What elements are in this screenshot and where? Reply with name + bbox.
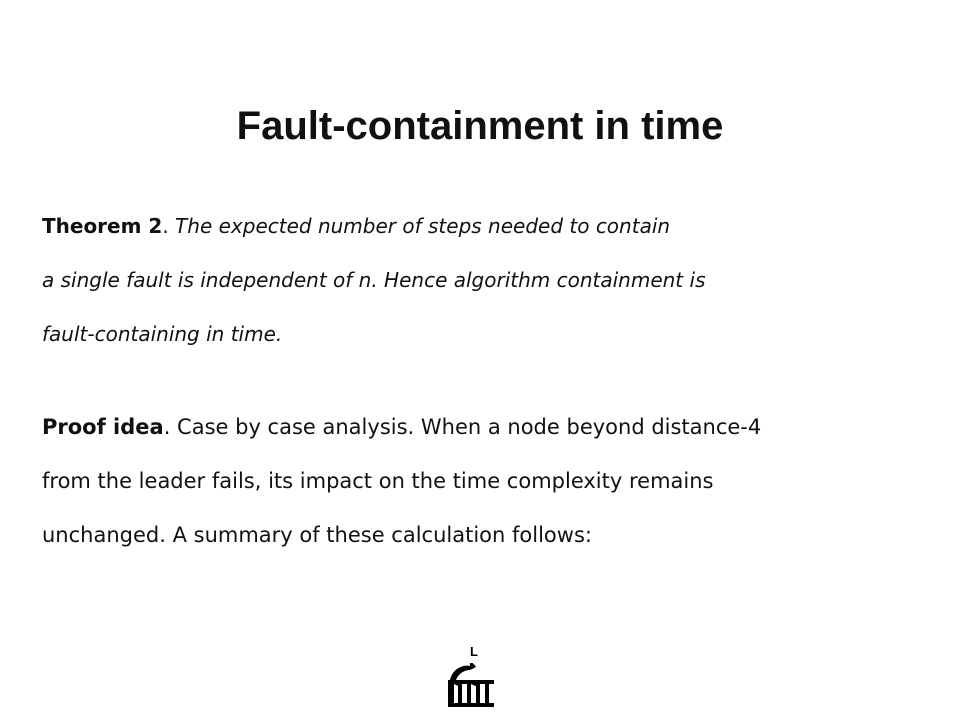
proof-label: Proof idea — [42, 415, 164, 439]
proof-text-1: . Case by case analysis. When a node beyond distance-4 — [163, 415, 762, 439]
theorem-label: Theorem 2 — [42, 214, 163, 238]
slide-title: Fault-containment in time — [236, 104, 724, 148]
theorem-text-1: The expected number of steps needed to contain — [168, 214, 671, 238]
proof-paragraph — [42, 400, 922, 562]
theorem-label-punct: . — [162, 214, 169, 238]
theorem-line-3: fault-containing in time. — [42, 322, 283, 346]
theorem-line-2: a single fault is independent of n. Hence algorithm containment is — [42, 268, 706, 292]
proof-line-1 — [42, 400, 922, 454]
proof-line-3: unchanged. A summary of these calculation follows: — [42, 523, 592, 547]
logo-letter: L — [470, 644, 478, 659]
university-building-icon — [440, 640, 504, 708]
proof-line-2: from the leader fails, its impact on the time complexity remains — [42, 469, 714, 493]
theorem-paragraph — [42, 199, 922, 361]
theorem-line-1 — [42, 199, 922, 253]
